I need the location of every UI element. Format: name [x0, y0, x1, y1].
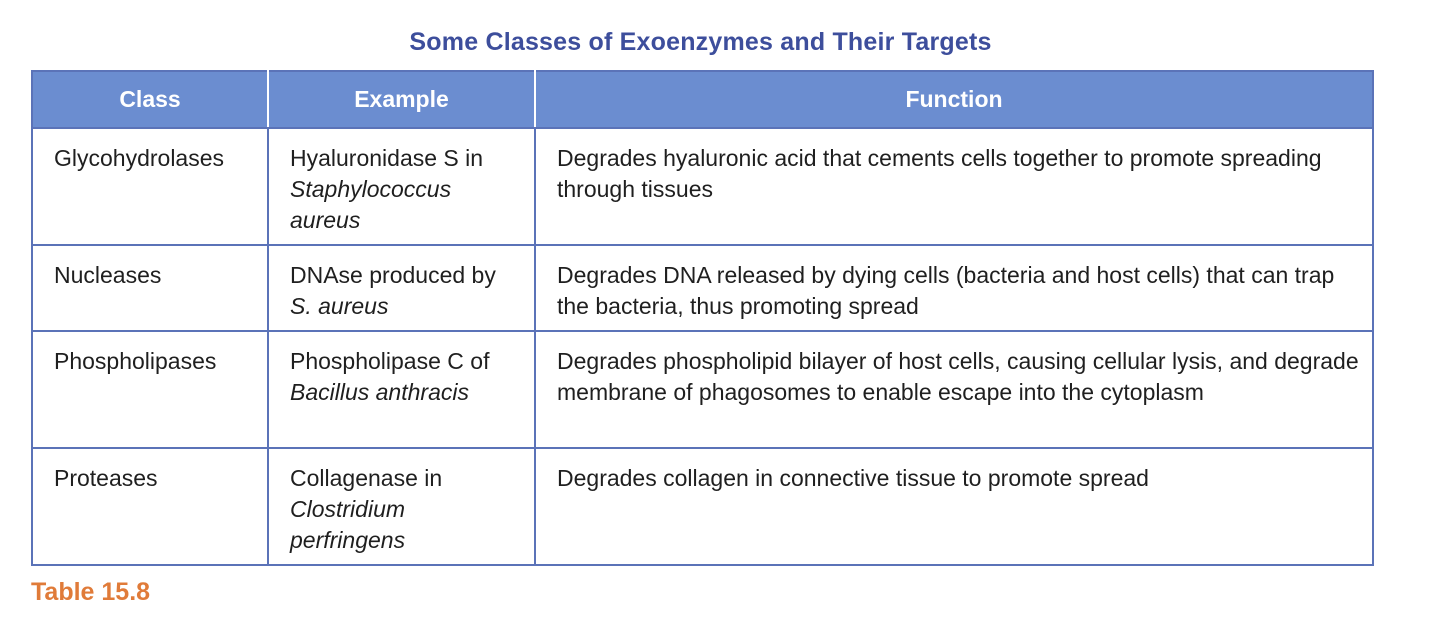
cell-function: Degrades phospholipid bilayer of host cells, causing cellular lysis, and degrade membrane of phagosomes to enable escape into the cytoplasm — [535, 331, 1373, 448]
cell-example — [268, 331, 535, 448]
table-row — [32, 245, 1373, 331]
example-text: Hyaluronidase S in — [290, 145, 484, 171]
example-organism: Staphylococcus aureus — [290, 176, 452, 233]
cell-function: Degrades collagen in connective tissue to promote spread — [535, 448, 1373, 565]
column-header-class: Class — [32, 71, 268, 128]
example-organism: S. aureus — [290, 293, 389, 319]
example-organism: Bacillus anthracis — [290, 379, 469, 405]
cell-function: Degrades DNA released by dying cells (bacteria and host cells) that can trap the bacteria, thus promoting spread — [535, 245, 1373, 331]
cell-example — [268, 448, 535, 565]
cell-class: Proteases — [32, 448, 268, 565]
table-title: Some Classes of Exoenzymes and Their Targets — [409, 28, 992, 56]
table-caption: Table 15.8 — [31, 578, 151, 606]
example-text: Phospholipase C of — [290, 348, 490, 374]
table-header-row — [32, 71, 1373, 128]
example-organism: Clostridium perfringens — [290, 496, 406, 553]
column-header-example: Example — [268, 71, 535, 128]
table-row — [32, 448, 1373, 565]
cell-example — [268, 245, 535, 331]
table-row — [32, 331, 1373, 448]
cell-class: Nucleases — [32, 245, 268, 331]
cell-class: Glycohydrolases — [32, 128, 268, 245]
exoenzymes-table — [31, 70, 1374, 566]
cell-example — [268, 128, 535, 245]
column-header-function: Function — [535, 71, 1373, 128]
cell-class: Phospholipases — [32, 331, 268, 448]
table-row — [32, 128, 1373, 245]
example-text: DNAse produced by — [290, 262, 496, 288]
cell-function: Degrades hyaluronic acid that cements cells together to promote spreading through tissues — [535, 128, 1373, 245]
example-text: Collagenase in — [290, 465, 443, 491]
